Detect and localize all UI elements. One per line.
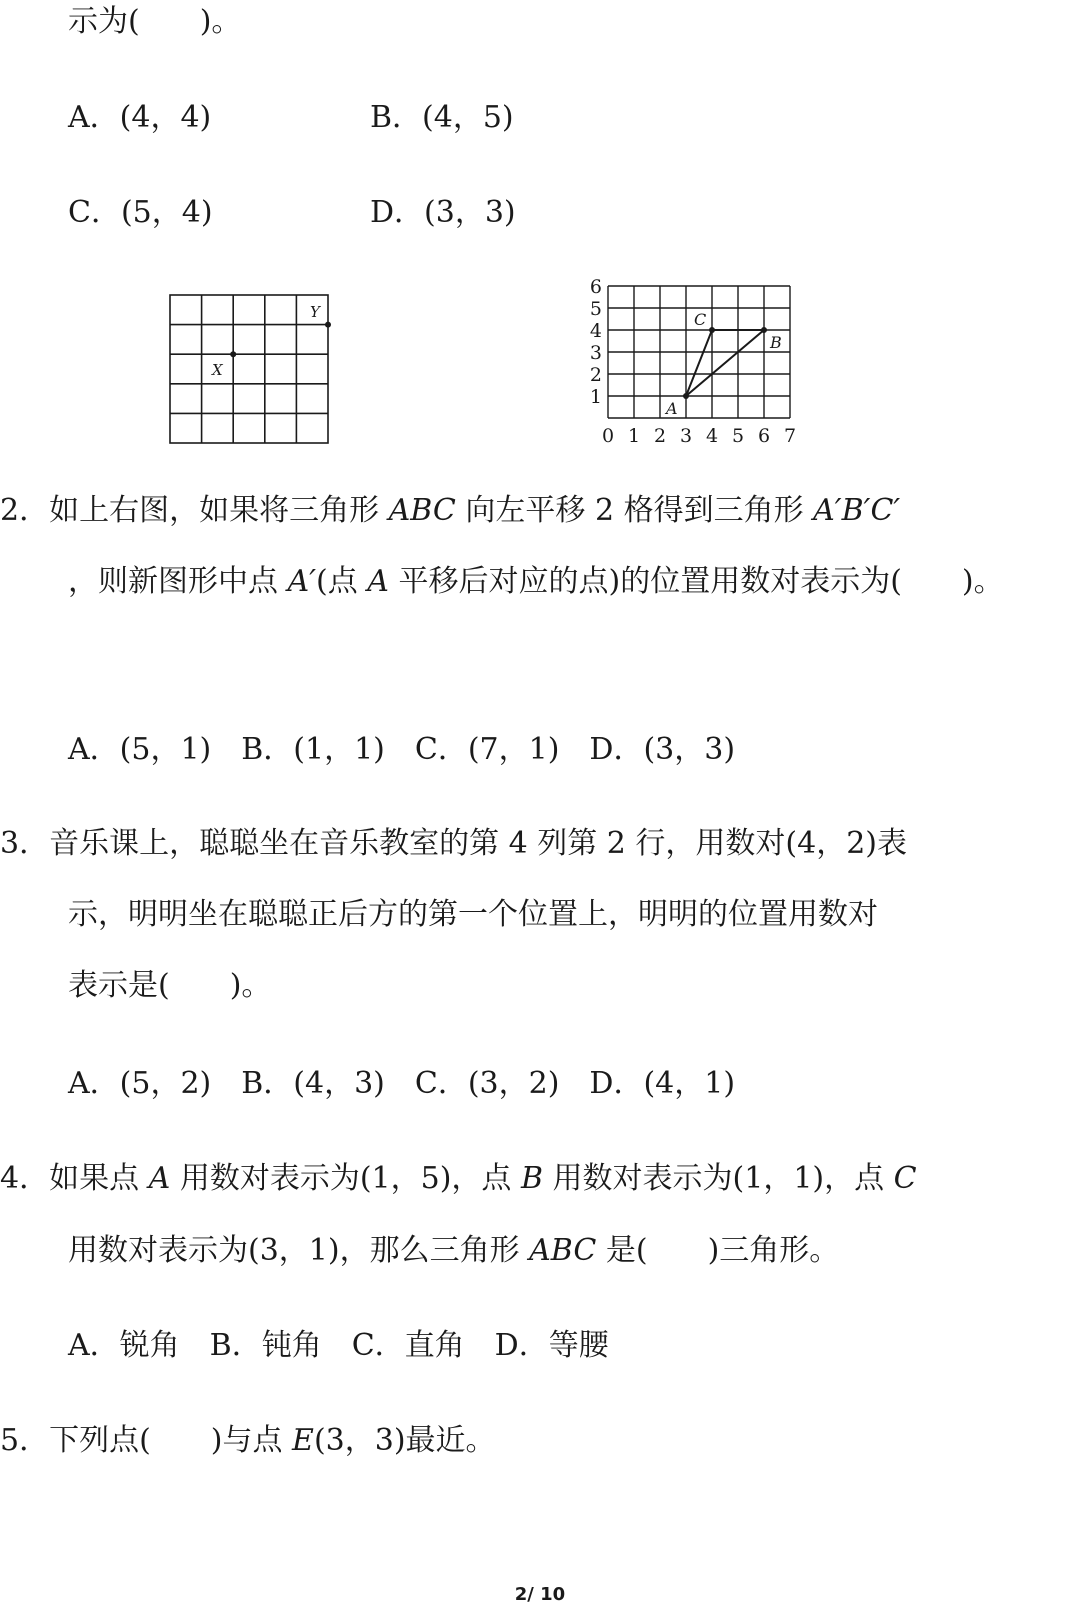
point-x-label: X bbox=[212, 361, 223, 379]
q5-line-1 bbox=[0, 1421, 496, 1461]
point-y-dot bbox=[325, 322, 331, 328]
point-b-dot bbox=[761, 327, 767, 333]
q3-line-2: 示，明明坐在聪聪正后方的第一个位置上，明明的位置用数对 bbox=[68, 897, 878, 932]
point-b-label: B bbox=[770, 333, 782, 352]
point-y-label: Y bbox=[310, 303, 320, 321]
q4-text-2b: ABC bbox=[529, 1233, 597, 1268]
q2-text-2e: 平移后对应的点)的位置用数对表示为( )。 bbox=[388, 564, 1004, 599]
q5-text-a: 下列点( )与点 bbox=[49, 1423, 293, 1458]
y-tick-label: 5 bbox=[589, 298, 602, 320]
page-number: 2/ 10 bbox=[514, 1584, 566, 1605]
q1-tail-text: 示为( )。 bbox=[68, 4, 242, 39]
q2-text-1d: A′B′C′ bbox=[813, 493, 901, 528]
q5-number: 5． bbox=[0, 1423, 50, 1458]
q2-text-2a: ，则新图形中点 bbox=[68, 564, 288, 599]
y-tick-label: 2 bbox=[589, 364, 602, 386]
q4-text-1f: C bbox=[893, 1161, 917, 1196]
y-tick-label: 3 bbox=[589, 342, 602, 364]
q4-line-2 bbox=[68, 1231, 839, 1271]
point-c-dot bbox=[709, 327, 715, 333]
q4-text-1a: 如果点 bbox=[49, 1161, 149, 1196]
q3-line-3: 表示是( )。 bbox=[68, 968, 272, 1003]
q2-text-1b: ABC bbox=[388, 493, 456, 528]
q2-options[interactable]: A．(5，1) B．(1，1) C．(7，1) D．(3，3) bbox=[68, 732, 736, 767]
q4-text-1d: B bbox=[520, 1161, 544, 1196]
q2-line-1 bbox=[0, 491, 900, 531]
q3-options[interactable]: A．(5，2) B．(4，3) C．(3，2) D．(4，1) bbox=[68, 1066, 736, 1101]
q3-text-1: 音乐课上，聪聪坐在音乐教室的第 4 列第 2 行，用数对(4，2)表 bbox=[49, 826, 907, 861]
q4-options[interactable]: A．锐角 B．钝角 C．直角 D．等腰 bbox=[68, 1328, 609, 1363]
q2-text-2b: A′ bbox=[287, 564, 317, 599]
figure-right-coordinate-grid bbox=[580, 270, 810, 450]
q4-text-2c: 是( )三角形。 bbox=[596, 1233, 840, 1268]
x-tick-label: 2 bbox=[653, 425, 667, 447]
figure-left-grid bbox=[160, 285, 340, 450]
point-c-label: C bbox=[694, 310, 707, 329]
q4-text-1c: 用数对表示为(1，5)，点 bbox=[170, 1161, 521, 1196]
x-tick-label: 5 bbox=[731, 425, 745, 447]
point-a-label: A bbox=[666, 399, 678, 418]
x-tick-label: 6 bbox=[757, 425, 771, 447]
x-tick-label: 0 bbox=[601, 425, 615, 447]
q4-text-1e: 用数对表示为(1，1)，点 bbox=[543, 1161, 894, 1196]
y-tick-label: 4 bbox=[589, 320, 602, 342]
point-x-dot bbox=[230, 351, 236, 357]
q4-line-1 bbox=[0, 1159, 917, 1199]
point-a-dot bbox=[683, 393, 689, 399]
q2-text-1c: 向左平移 2 格得到三角形 bbox=[455, 493, 814, 528]
q4-text-2a: 用数对表示为(3，1)，那么三角形 bbox=[68, 1233, 530, 1268]
y-tick-label: 6 bbox=[589, 276, 602, 298]
q4-text-1b: A bbox=[148, 1161, 171, 1196]
q2-text-1a: 如上右图，如果将三角形 bbox=[49, 493, 389, 528]
q4-number: 4． bbox=[0, 1161, 50, 1196]
triangle-abc bbox=[686, 330, 764, 396]
q5-text-b: E bbox=[292, 1423, 314, 1458]
x-tick-label: 4 bbox=[705, 425, 719, 447]
q1-option-a[interactable]: A．(4，4) bbox=[68, 100, 212, 135]
q2-text-2c: (点 bbox=[316, 564, 368, 599]
q2-text-2d: A bbox=[367, 564, 389, 599]
q1-option-b[interactable]: B．(4，5) bbox=[370, 100, 514, 135]
q1-option-c[interactable]: C．(5，4) bbox=[68, 195, 213, 230]
q5-text-c: (3，3)最近。 bbox=[313, 1423, 496, 1458]
y-tick-label: 1 bbox=[589, 386, 602, 408]
x-tick-label: 7 bbox=[783, 425, 797, 447]
q1-option-d[interactable]: D．(3，3) bbox=[370, 195, 516, 230]
x-tick-label: 3 bbox=[679, 425, 693, 447]
q2-number: 2． bbox=[0, 493, 50, 528]
q2-line-2 bbox=[68, 562, 1004, 602]
q3-line-1 bbox=[0, 824, 907, 864]
q3-number: 3． bbox=[0, 826, 50, 861]
x-tick-label: 1 bbox=[627, 425, 641, 447]
